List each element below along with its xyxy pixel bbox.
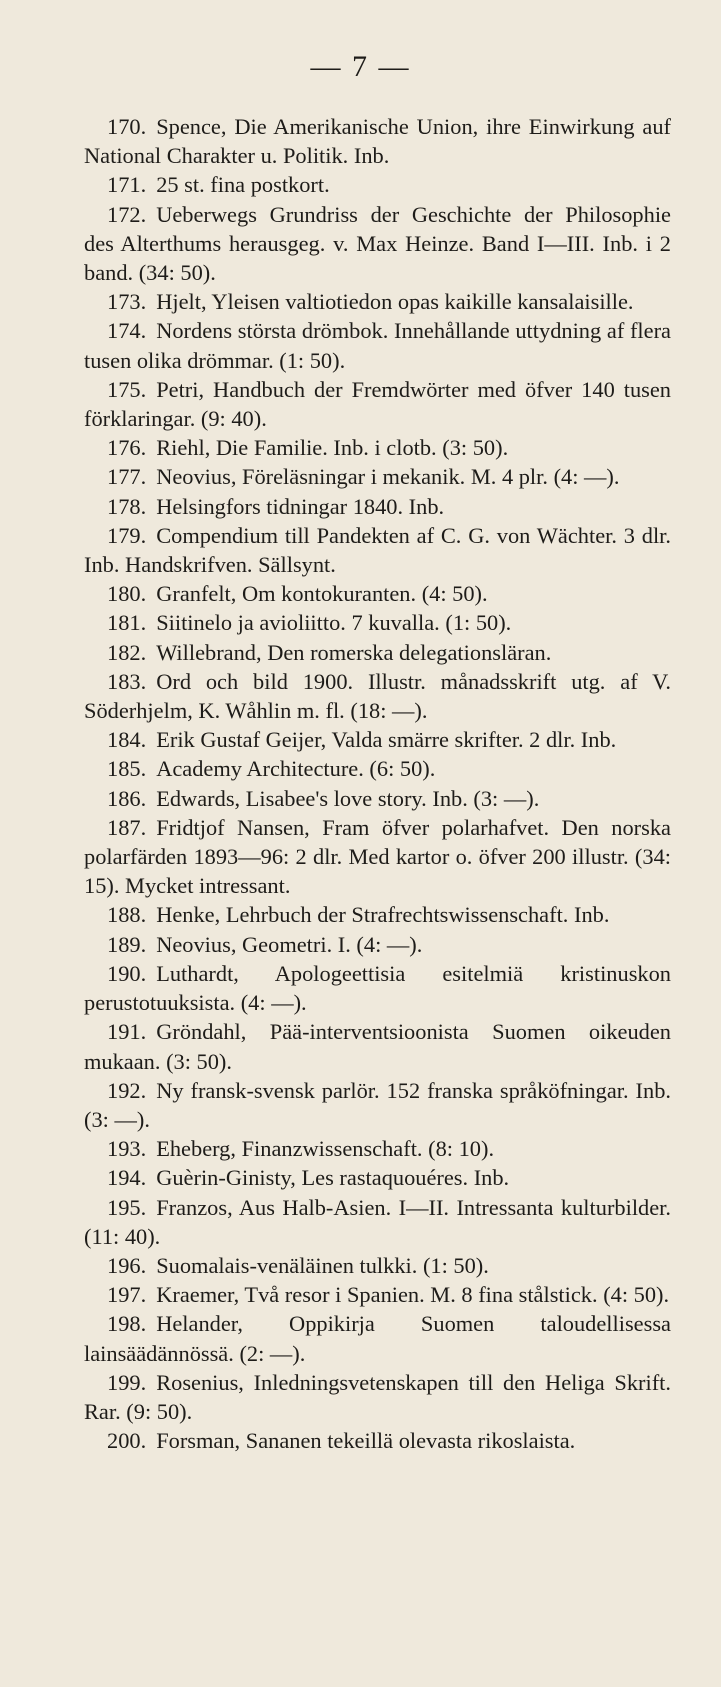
entry-number: 170. (107, 114, 147, 139)
catalog-entry (84, 316, 671, 374)
catalog-entry (84, 1368, 671, 1426)
entry-number: 187. (107, 814, 147, 840)
entry-text: Eheberg, Finanzwissenschaft. (8: 10). (156, 1136, 495, 1162)
catalog-entry (84, 170, 671, 199)
catalog-entry (84, 1017, 671, 1075)
catalog-entry (84, 754, 671, 783)
entry-number: 178. (107, 493, 147, 519)
entry-number: 199. (107, 1369, 147, 1395)
page-number: — 7 — (310, 50, 411, 83)
catalog-entry (84, 521, 671, 579)
entry-number: 176. (107, 435, 147, 461)
entry-number: 198. (107, 1311, 147, 1337)
entry-text: Siitinelo ja avioliitto. 7 kuvalla. (1: 50). (156, 610, 512, 636)
entry-number: 196. (107, 1252, 147, 1278)
entry-number: 180. (107, 581, 147, 607)
catalog-entry (84, 667, 671, 725)
entry-text: Hjelt, Yleisen valtiotiedon opas kaikille kansalaisille. (156, 289, 634, 315)
catalog-entry (84, 725, 671, 754)
catalog-list (84, 112, 671, 1455)
catalog-entry (84, 375, 671, 433)
entry-text: Kraemer, Två resor i Spanien. M. 8 fina stålstick. (4: 50). (156, 1282, 670, 1308)
entry-number: 200. (107, 1428, 147, 1454)
entry-number: 195. (107, 1194, 147, 1220)
entry-text: Luthardt, Apologeettisia esitelmiä kristinuskon perustotuuksista. (4: —). (84, 960, 671, 1016)
entry-text: Forsman, Sananen tekeillä olevasta rikoslaista. (156, 1428, 576, 1454)
catalog-entry (84, 959, 671, 1017)
catalog-entry (84, 200, 671, 288)
entry-text: Compendium till Pandekten af C. G. von Wächter. 3 dlr. Inb. Handskrifven. Sällsynt. (84, 522, 671, 578)
entry-text: Gröndahl, Pää-interventsioonista Suomen oikeuden mukaan. (3: 50). (84, 1019, 671, 1074)
entry-text: Erik Gustaf Geijer, Valda smärre skrifter. 2 dlr. Inb. (156, 727, 617, 753)
entry-number: 179. (107, 522, 147, 548)
entry-number: 177. (107, 464, 147, 490)
entry-number: 192. (107, 1077, 147, 1103)
catalog-entry (84, 579, 671, 608)
entry-text: Neovius, Föreläsningar i mekanik. M. 4 plr. (4: —). (156, 464, 620, 490)
entry-text: Suomalais-venäläinen tulkki. (1: 50). (156, 1252, 489, 1278)
catalog-entry (84, 112, 671, 170)
entry-number: 172. (107, 201, 147, 227)
entry-text: Granfelt, Om kontokuranten. (4: 50). (156, 581, 488, 607)
entry-text: Ord och bild 1900. Illustr. månadsskrift utg. af V. Söderhjelm, K. Wåhlin m. fl. (18: —). (84, 668, 671, 724)
entry-text: Guèrin-Ginisty, Les rastaquouéres. Inb. (156, 1165, 510, 1191)
entry-text: Willebrand, Den romerska delegationsläran. (156, 639, 552, 665)
entry-text: Rosenius, Inledningsvetenskapen till den Heliga Skrift. Rar. (9: 50). (84, 1369, 671, 1424)
catalog-entry (84, 1134, 671, 1163)
entry-number: 175. (107, 376, 147, 402)
catalog-entry (84, 930, 671, 959)
entry-number: 171. (107, 172, 147, 198)
entry-number: 182. (107, 639, 147, 665)
entry-text: Neovius, Geometri. I. (4: —). (156, 931, 423, 957)
entry-text: Spence, Die Amerikanische Union, ihre Einwirkung auf National Charakter u. Politik. Inb. (84, 114, 671, 169)
catalog-entry (84, 1280, 671, 1309)
entry-number: 184. (107, 727, 147, 753)
entry-text: Henke, Lehrbuch der Strafrechtswissenschaft. Inb. (156, 902, 610, 928)
entry-number: 183. (107, 668, 147, 694)
catalog-entry (84, 608, 671, 637)
catalog-entry (84, 492, 671, 521)
catalog-entry (84, 1251, 671, 1280)
entry-number: 173. (107, 289, 147, 315)
catalog-entry (84, 1163, 671, 1192)
catalog-entry (84, 784, 671, 813)
entry-text: Academy Architecture. (6: 50). (156, 756, 436, 782)
entry-number: 191. (107, 1019, 147, 1045)
entry-text: 25 st. fina postkort. (156, 172, 330, 198)
entry-number: 181. (107, 610, 147, 636)
entry-text: Petri, Handbuch der Fremdwörter med öfver 140 tusen förklaringar. (9: 40). (84, 376, 671, 432)
entry-text: Edwards, Lisabee's love story. Inb. (3: —). (156, 785, 540, 811)
catalog-entry (84, 433, 671, 462)
entry-text: Helander, Oppikirja Suomen taloudellisessa lainsäädännössä. (2: —). (84, 1311, 671, 1366)
catalog-entry (84, 462, 671, 491)
catalog-entry (84, 287, 671, 316)
catalog-entry (84, 1193, 671, 1251)
entry-text: Helsingfors tidningar 1840. Inb. (156, 493, 445, 519)
catalog-entry (84, 1076, 671, 1134)
entry-number: 197. (107, 1282, 147, 1308)
catalog-entry (84, 900, 671, 929)
catalog-entry (84, 638, 671, 667)
entry-number: 174. (107, 318, 147, 344)
entry-text: Riehl, Die Familie. Inb. i clotb. (3: 50). (156, 435, 509, 461)
entry-number: 186. (107, 785, 147, 811)
catalog-entry (84, 813, 671, 901)
entry-text: Ny fransk-svensk parlör. 152 franska språköfningar. Inb. (3: —). (84, 1077, 671, 1132)
catalog-entry (84, 1426, 671, 1455)
entry-number: 185. (107, 756, 147, 782)
entry-number: 194. (107, 1165, 147, 1191)
entry-number: 193. (107, 1136, 147, 1162)
entry-text: Fridtjof Nansen, Fram öfver polarhafvet. Den norska polarfärden 1893—96: 2 dlr. Med kartor o. öfver 200 illustr. (34: 15). Mycket intressant. (84, 814, 671, 899)
entry-number: 188. (107, 902, 147, 928)
entry-text: Nordens största drömbok. Innehållande uttydning af flera tusen olika drömmar. (1: 50). (84, 318, 671, 373)
entry-number: 189. (107, 931, 147, 957)
entry-text: Ueberwegs Grundriss der Geschichte der Philosophie des Alterthums herausgeg. v. Max Heinze. Band I—III. Inb. i 2 band. (34: 50). (84, 201, 671, 286)
entry-number: 190. (107, 960, 147, 986)
catalog-entry (84, 1309, 671, 1367)
entry-text: Franzos, Aus Halb-Asien. I—II. Intressanta kulturbilder. (11: 40). (84, 1194, 671, 1249)
